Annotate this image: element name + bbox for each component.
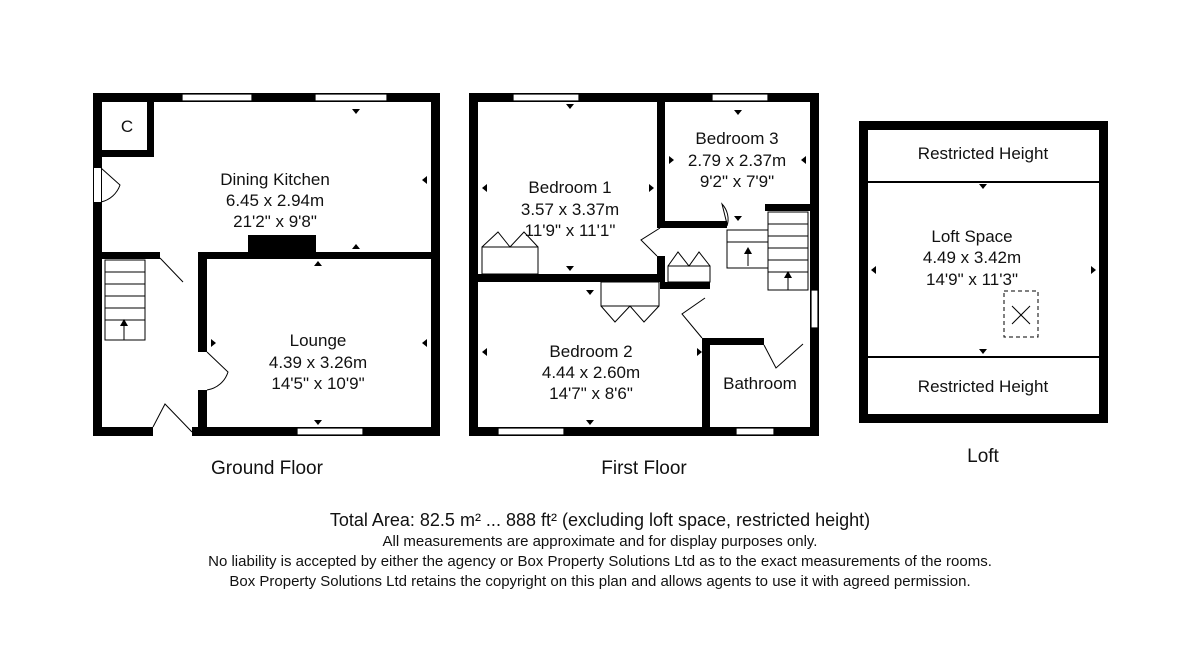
front-door-swing [153, 404, 192, 432]
gf-left-wall [93, 93, 102, 436]
gf-top-wall [93, 93, 440, 102]
bedroom1-wall [657, 256, 665, 282]
bedroom3-imperial: 9'2" x 7'9" [699, 172, 775, 191]
loft-hatch [1004, 291, 1038, 337]
gf-window [182, 94, 252, 101]
ff-left-wall [469, 93, 478, 436]
dimension-marker [586, 290, 594, 295]
dimension-marker [697, 348, 702, 356]
lounge-door [207, 352, 228, 390]
dining-kitchen-metric: 6.45 x 2.94m [225, 191, 325, 210]
disclaimer-line: No liability is accepted by either the agency or Box Property Solutions Ltd as to the exact measurements of the rooms. [208, 553, 992, 570]
gf-right-wall [431, 93, 440, 436]
dimension-marker [482, 184, 487, 192]
bedroom1-metric: 3.57 x 3.37m [520, 200, 620, 219]
cupboard-wall [147, 102, 154, 157]
loft-left-wall [859, 121, 868, 423]
dimension-marker [586, 420, 594, 425]
hall-lounge-wall [198, 252, 207, 352]
ff-window [498, 428, 564, 435]
gf-side-door-gap [94, 168, 101, 202]
loft-top-wall [859, 121, 1108, 130]
plan-footer [0, 508, 1200, 592]
dimension-marker [649, 184, 654, 192]
dimension-marker [352, 244, 360, 249]
dining-kitchen-name: Dining Kitchen [220, 170, 330, 189]
bedroom3-wall [765, 204, 810, 211]
loft-space-imperial: 14'9" x 11'3" [926, 270, 1018, 289]
bathroom-name: Bathroom [723, 374, 797, 393]
bedroom3-wall [657, 221, 727, 228]
bathroom-door [764, 344, 803, 368]
bedroom2-door [682, 298, 705, 338]
loft-plan [859, 121, 1108, 467]
bedroom3-metric: 2.79 x 2.37m [687, 151, 787, 170]
dimension-marker [314, 420, 322, 425]
dimension-marker [211, 339, 216, 347]
loft-space-name: Loft Space [931, 227, 1013, 246]
dimension-marker [734, 110, 742, 115]
restricted-height-bottom: Restricted Height [917, 377, 1049, 396]
ff-right-wall [810, 93, 819, 436]
copyright-line: Box Property Solutions Ltd retains the copyright on this plan and allows agents to use it with agreed permission. [229, 573, 971, 590]
dimension-marker [1091, 266, 1096, 274]
dimension-marker [422, 339, 427, 347]
bedroom1-door [641, 228, 660, 256]
bedroom2-wall [702, 338, 710, 436]
ff-stairs [727, 212, 808, 290]
dimension-marker [314, 261, 322, 266]
hall-lounge-wall [198, 390, 207, 436]
loft-bottom-wall [859, 414, 1108, 423]
dimension-marker [352, 109, 360, 114]
kitchen-door [160, 258, 183, 282]
first-floor-label: First Floor [601, 458, 687, 479]
ground-floor-label: Ground Floor [211, 458, 323, 479]
bedroom2-name: Bedroom 2 [549, 342, 633, 361]
dimension-marker [566, 266, 574, 271]
restricted-height-top: Restricted Height [917, 144, 1049, 163]
bathroom-wall [702, 338, 764, 345]
landing-cupboard [668, 252, 710, 282]
ff-window [712, 94, 768, 101]
dimension-marker [801, 156, 806, 164]
bedroom3-name: Bedroom 3 [695, 129, 779, 148]
landing-wall [660, 282, 710, 289]
dimension-marker [422, 176, 427, 184]
gf-window [297, 428, 363, 435]
ff-window [513, 94, 579, 101]
gf-hall-wall [102, 252, 160, 259]
gf-window [315, 94, 387, 101]
wardrobe [601, 282, 659, 322]
ground-floor-plan [93, 93, 440, 479]
gf-bottom-wall-left [93, 427, 153, 436]
loft-space-metric: 4.49 x 3.42m [922, 248, 1022, 267]
total-area: Total Area: 82.5 m² ... 888 ft² (excluding loft space, restricted height) [329, 510, 871, 530]
dimension-marker [669, 156, 674, 164]
bedroom2-metric: 4.44 x 2.60m [541, 363, 641, 382]
ff-window [811, 290, 818, 328]
dining-kitchen-imperial: 21'2" x 9'8" [233, 212, 317, 231]
cupboard-wall [102, 150, 154, 157]
dimension-marker [979, 349, 987, 354]
bedroom1-name: Bedroom 1 [528, 178, 612, 197]
lounge-metric: 4.39 x 3.26m [268, 353, 368, 372]
dimension-marker [734, 216, 742, 221]
lounge-name: Lounge [289, 331, 347, 350]
dimension-marker [871, 266, 876, 274]
first-floor-plan [469, 93, 819, 479]
bedroom1-wall [478, 274, 660, 282]
ff-window [736, 428, 774, 435]
bedroom1-imperial: 11'9" x 11'1" [524, 221, 616, 240]
dimension-marker [566, 104, 574, 109]
dimension-marker [482, 348, 487, 356]
bedroom2-imperial: 14'7" x 8'6" [549, 384, 633, 403]
disclaimer-line: All measurements are approximate and for display purposes only. [382, 533, 818, 550]
bedroom3-wall [657, 102, 665, 228]
lounge-imperial: 14'5" x 10'9" [271, 374, 365, 393]
gf-stairs [105, 260, 145, 340]
cupboard-label: C [120, 117, 134, 136]
loft-label: Loft [967, 446, 999, 467]
dimension-marker [979, 184, 987, 189]
chimney-breast [248, 235, 316, 259]
loft-right-wall [1099, 121, 1108, 423]
side-door-swing [101, 168, 120, 202]
